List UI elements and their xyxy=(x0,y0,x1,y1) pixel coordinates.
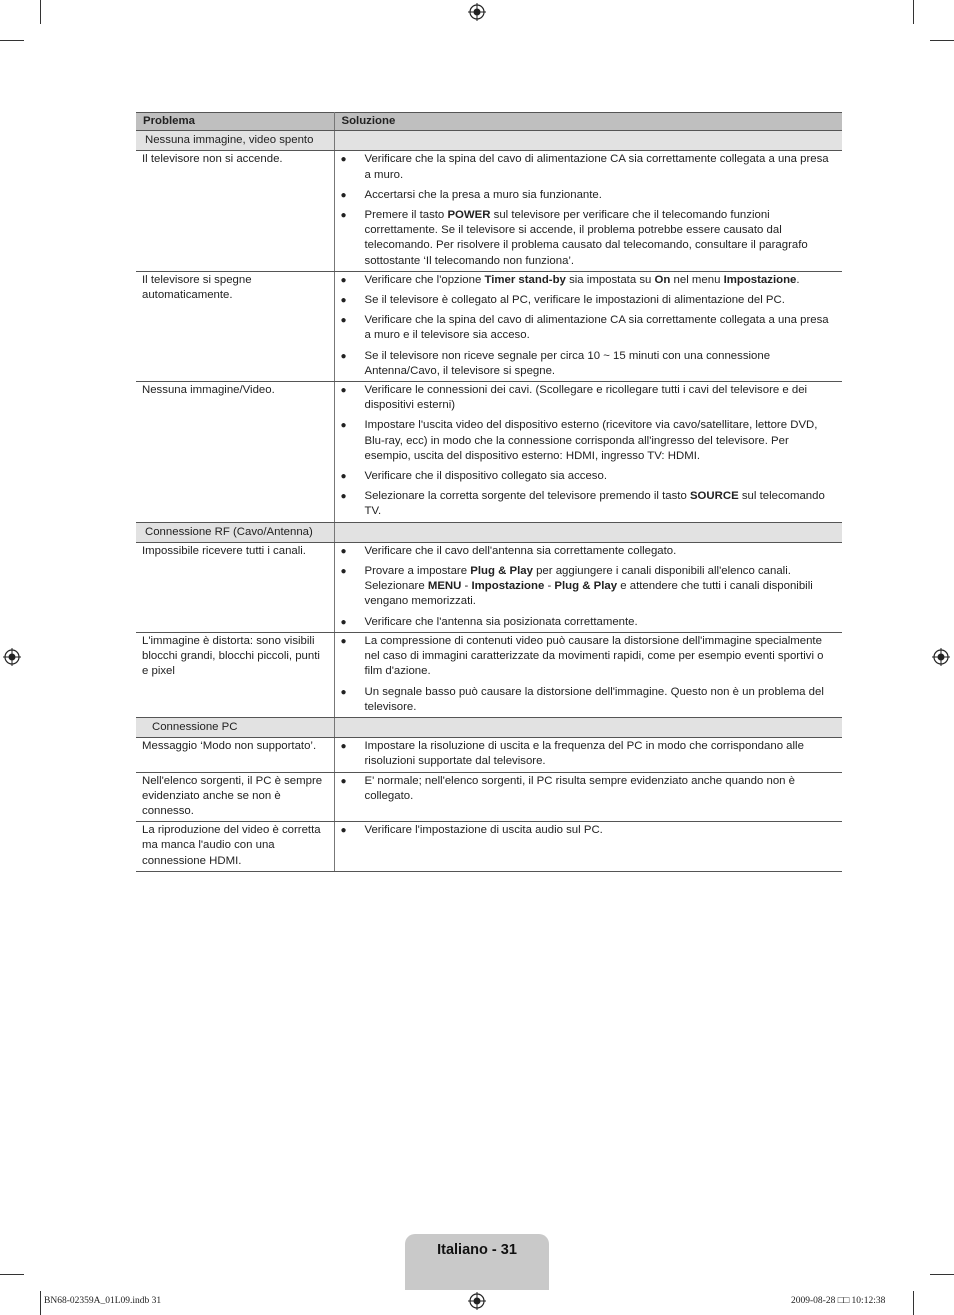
bullet-icon: ● xyxy=(340,315,347,327)
table-row xyxy=(136,271,842,381)
solution-list xyxy=(341,273,833,379)
bullet-icon: ● xyxy=(340,566,347,578)
problem-cell: La riproduzione del video è corretta ma manca l'audio con una connessione HDMI. xyxy=(136,822,334,872)
bold-term: Plug & Play xyxy=(554,580,618,593)
bullet-icon: ● xyxy=(340,741,347,753)
bullet-icon: ● xyxy=(340,210,347,222)
troubleshooting-table-body xyxy=(136,113,842,872)
solution-item xyxy=(341,489,833,519)
solution-list xyxy=(341,152,833,268)
text-segment: Verificare che la spina del cavo di alimentazione CA sia correttamente collegata a una presa a muro e il televisore sia acceso. xyxy=(364,314,829,342)
text-segment: - xyxy=(544,580,555,593)
page-number-label: Italiano - 31 xyxy=(437,1242,517,1258)
imprint-file: BN68-02359A_01L09.indb 31 xyxy=(44,1296,162,1306)
text-segment: Se il televisore è collegato al PC, verificare le impostazioni di alimentazione del PC. xyxy=(364,294,785,307)
bold-term: POWER xyxy=(447,209,491,222)
text-segment: Verificare le connessioni dei cavi. (Scollegare e ricollegare tutti i cavi del televisore e dei dispositivi esterni) xyxy=(364,384,808,412)
table-row xyxy=(136,772,842,822)
problem-cell: Messaggio ‘Modo non supportato’. xyxy=(136,738,334,772)
section-title: Connessione RF (Cavo/Antenna) xyxy=(136,522,334,542)
bullet-icon: ● xyxy=(340,189,347,201)
solution-item xyxy=(341,685,833,715)
table-row xyxy=(136,382,842,523)
solution-cell xyxy=(334,542,842,632)
text-segment: E' normale; nell'elenco sorgenti, il PC risulta sempre evidenziato anche quando non è collegato. xyxy=(364,774,795,802)
crop-mark xyxy=(40,0,41,24)
text-segment: Selezionare la corretta sorgente del televisore premendo il tasto xyxy=(364,490,690,503)
solution-cell xyxy=(334,632,842,717)
text-segment: sia impostata su xyxy=(565,273,655,286)
bold-term: SOURCE xyxy=(689,490,739,503)
text-segment: Verificare che la spina del cavo di alimentazione CA sia correttamente collegata a una presa a muro. xyxy=(364,153,829,181)
solution-cell xyxy=(334,822,842,872)
text-segment: La compressione di contenuti video può causare la distorsione dell'immagine specialmente nel caso di immagini caratterizzate da movimenti rapidi, come per esempio eventi sportivi o film d'azione. xyxy=(364,634,824,678)
solution-item xyxy=(341,208,833,269)
solution-cell xyxy=(334,271,842,381)
solution-cell xyxy=(334,772,842,822)
crop-mark xyxy=(930,40,954,41)
bullet-icon: ● xyxy=(340,616,347,628)
solution-list xyxy=(341,634,833,715)
bullet-icon: ● xyxy=(340,350,347,362)
solution-cell xyxy=(334,151,842,271)
solution-item xyxy=(341,634,833,680)
problem-cell: L'immagine è distorta: sono visibili blocchi grandi, blocchi piccoli, punti e pixel xyxy=(136,632,334,717)
bold-term: On xyxy=(654,273,671,286)
bullet-icon: ● xyxy=(340,825,347,837)
registration-crosshair-icon xyxy=(3,648,21,666)
text-segment: Verificare che l'opzione xyxy=(364,273,485,286)
text-segment: Impostare l'uscita video del dispositivo esterno (ricevitore via cavo/satellitare, lettore DVD, Blu-ray, ecc) in modo che la connessione corrisponda all'ingresso del televisore. Per esempio, uscita del dispositivo esterno: HDMI, ingresso TV: HDMI. xyxy=(364,419,818,462)
bullet-icon: ● xyxy=(340,471,347,483)
registration-crosshair-icon xyxy=(932,648,950,666)
registration-crosshair-icon xyxy=(468,3,486,21)
troubleshooting-table xyxy=(136,112,842,872)
solution-item xyxy=(341,313,833,343)
solution-item xyxy=(341,564,833,610)
text-segment: Verificare che l'antenna sia posizionata correttamente. xyxy=(364,615,638,628)
solution-item xyxy=(341,293,833,308)
bullet-icon: ● xyxy=(340,686,347,698)
solution-item xyxy=(341,823,833,838)
registration-crosshair-icon xyxy=(468,1292,486,1310)
text-segment: Impostare la risoluzione di uscita e la frequenza del PC in modo che corrispondano alle risoluzioni supportate dal televisore. xyxy=(364,740,804,768)
crop-mark xyxy=(40,1291,41,1315)
solution-item xyxy=(341,152,833,182)
bullet-icon: ● xyxy=(340,385,347,397)
bullet-icon: ● xyxy=(340,491,347,503)
solution-cell xyxy=(334,738,842,772)
solution-item xyxy=(341,615,833,630)
text-segment: per aggiungere i canali disponibili all'elenco canali. Selezionare xyxy=(364,565,791,593)
solution-item xyxy=(341,739,833,769)
bold-term: Impostazione xyxy=(471,580,545,593)
solution-item xyxy=(341,544,833,559)
section-title: Nessuna immagine, video spento xyxy=(136,131,334,151)
solution-item xyxy=(341,774,833,804)
bullet-icon: ● xyxy=(340,420,347,432)
text-segment: sul telecomando TV. xyxy=(364,490,825,518)
table-row xyxy=(136,738,842,772)
crop-mark xyxy=(0,40,24,41)
crop-mark xyxy=(913,1291,914,1315)
table-row xyxy=(136,822,842,872)
text-segment: Un segnale basso può causare la distorsione dell'immagine. Questo non è un problema del televisore. xyxy=(364,685,824,713)
table-row xyxy=(136,632,842,717)
solution-list xyxy=(341,739,833,769)
table-row xyxy=(136,542,842,632)
text-segment: Premere il tasto xyxy=(364,209,448,222)
solution-item xyxy=(341,383,833,413)
bullet-icon: ● xyxy=(340,274,347,286)
text-segment: Accertarsi che la presa a muro sia funzionante. xyxy=(364,188,602,201)
bullet-icon: ● xyxy=(340,154,347,166)
crop-mark xyxy=(913,0,914,24)
bold-term: Timer stand-by xyxy=(484,273,566,286)
text-segment: - xyxy=(461,580,472,593)
solution-cell xyxy=(334,382,842,523)
bullet-icon: ● xyxy=(340,295,347,307)
text-segment: Verificare che il dispositivo collegato sia acceso. xyxy=(364,470,607,483)
text-segment: . xyxy=(796,273,800,286)
solution-item xyxy=(341,349,833,379)
imprint-date: 2009-08-28 □□ 10:12:38 xyxy=(791,1296,886,1306)
solution-item xyxy=(341,418,833,464)
bold-term: Impostazione xyxy=(723,273,797,286)
section-blank-cell xyxy=(334,131,842,151)
section-row xyxy=(136,717,842,737)
header-solution: Soluzione xyxy=(334,113,842,131)
solution-list xyxy=(341,823,833,838)
solution-list xyxy=(341,774,833,804)
text-segment: nel menu xyxy=(670,273,724,286)
section-row xyxy=(136,131,842,151)
problem-cell: Nessuna immagine/Video. xyxy=(136,382,334,523)
text-segment: Verificare che il cavo dell'antenna sia correttamente collegato. xyxy=(364,544,677,557)
section-blank-cell xyxy=(334,717,842,737)
table-header-row xyxy=(136,113,842,131)
header-problem: Problema xyxy=(136,113,334,131)
section-title: Connessione PC xyxy=(136,717,334,737)
text-segment: Se il televisore non riceve segnale per circa 10 ~ 15 minuti con una connessione Antenna/Cavo, il televisore si spegne. xyxy=(364,349,771,377)
solution-item xyxy=(341,469,833,484)
problem-cell: Nell'elenco sorgenti, il PC è sempre evidenziato anche se non è connesso. xyxy=(136,772,334,822)
problem-cell: Impossibile ricevere tutti i canali. xyxy=(136,542,334,632)
solution-list xyxy=(341,544,833,630)
crop-mark xyxy=(0,1274,24,1275)
crop-mark xyxy=(930,1274,954,1275)
text-segment: Verificare l'impostazione di uscita audio sul PC. xyxy=(364,824,603,837)
text-segment: sul televisore per verificare che il telecomando funzioni correttamente. Se il televisore si accende, il problema potrebbe essere causato dal telecomando. Per risolvere il problema causato dal telecomando, consultare il paragrafo sottostante ‘Il telecomando non funziona’. xyxy=(364,209,808,267)
text-segment: e attendere che tutti i canali disponibili vengano memorizzati. xyxy=(364,580,813,608)
bullet-icon: ● xyxy=(340,545,347,557)
bold-term: MENU xyxy=(427,580,462,593)
solution-item xyxy=(341,188,833,203)
problem-cell: Il televisore si spegne automaticamente. xyxy=(136,271,334,381)
bullet-icon: ● xyxy=(340,635,347,647)
solution-list xyxy=(341,383,833,520)
bold-term: Plug & Play xyxy=(470,565,533,578)
section-row xyxy=(136,522,842,542)
text-segment: Provare a impostare xyxy=(364,565,471,578)
solution-item xyxy=(341,273,833,288)
bullet-icon: ● xyxy=(340,775,347,787)
table-row xyxy=(136,151,842,271)
problem-cell: Il televisore non si accende. xyxy=(136,151,334,271)
section-blank-cell xyxy=(334,522,842,542)
